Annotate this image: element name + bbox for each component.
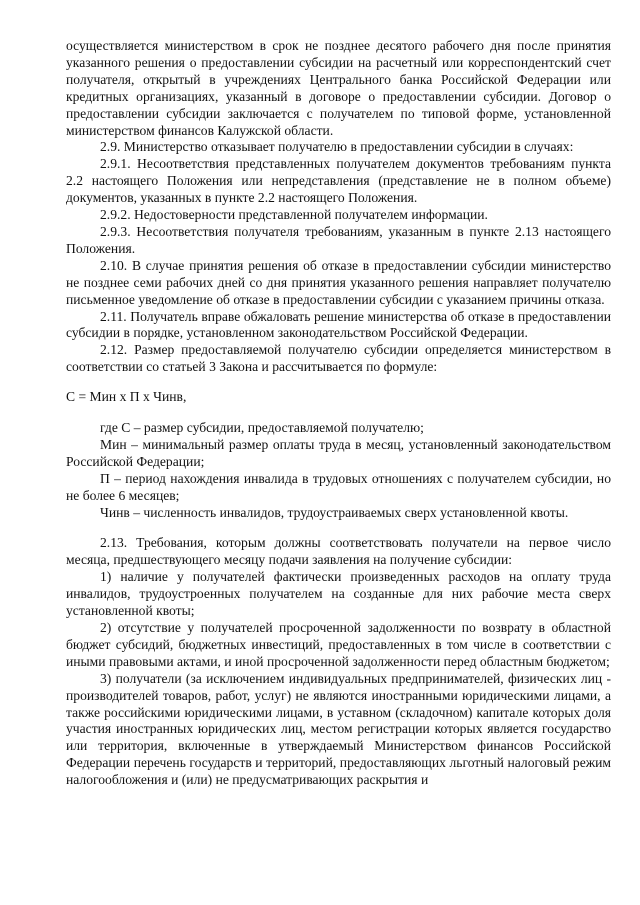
paragraph-2-9-2: 2.9.2. Недостоверности представленной получателем информации.	[100, 207, 488, 223]
formula-legend-chinv: Чинв – численность инвалидов, трудоустраиваемых сверх установленной квоты.	[100, 504, 569, 520]
requirement-2: 2) отсутствие у получателей просроченной задолженности по возврату в областной бюджет субсидий, бюджетных инвестиций, предоставленных в том числе в соответствии с иными правовыми актами, и иной просроченной задолженности перед областным бюджетом;	[66, 620, 611, 669]
subsidy-formula: С = Мин х П х Чинв,	[66, 389, 187, 405]
formula-legend-p: П – период нахождения инвалида в трудовых отношениях с получателем субсидии, но не более 6 месяцев;	[66, 470, 611, 503]
formula-legend-c: где С – размер субсидии, предоставляемой получателю;	[100, 420, 424, 436]
requirement-3: 3) получатели (за исключением индивидуальных предпринимателей, физических лиц - производителей товаров, работ, услуг) не являются иностранными юридическими лицами, а также российскими юридическими лицами, в уставном (складочном) капитале которых доля участия иностранных юридических лиц, местом регистрации которых является государство или территория, включенные в утверждаемый Министерством финансов Российской Федерации перечень государств и территорий, предоставляющих льготный налоговый режим налогообложения и (или) не предусматривающих раскрытия и	[66, 670, 611, 788]
requirement-1: 1) наличие у получателей фактически произведенных расходов на оплату труда инвалидов, трудоустроенных получателем на созданные для них рабочие места сверх установленной квоты;	[66, 569, 611, 619]
paragraph-2-10: 2.10. В случае принятия решения об отказе в предоставлении субсидии министерство не позднее семи рабочих дней со дня принятия указанного решения направляет получателю письменное уведомление об отказе в предоставлении субсидии с указанием причины отказа.	[66, 257, 611, 307]
document-page	[66, 38, 611, 789]
formula-legend-min: Мин – минимальный размер оплаты труда в месяц, установленный законодательством Российской Федерации;	[66, 436, 611, 469]
paragraph-2-9-3: 2.9.3. Несоответствия получателя требованиям, указанным в пункте 2.13 настоящего Положения.	[66, 223, 611, 256]
paragraph-2-13: 2.13. Требования, которым должны соответствовать получатели на первое число месяца, предшествующего месяцу подачи заявления на получение субсидии:	[66, 535, 611, 568]
paragraph-2-9-1: 2.9.1. Несоответствия представленных получателем документов требованиям пункта 2.2 настоящего Положения или непредставления (представление не в полном объеме) документов, указанных в пункте 2.2 настоящего Положения.	[66, 156, 611, 206]
paragraph-2-9: 2.9. Министерство отказывает получателю в предоставлении субсидии в случаях:	[100, 139, 574, 155]
paragraph-2-11: 2.11. Получатель вправе обжаловать решение министерства об отказе в предоставлении субсидии в порядке, установленном законодательством Российской Федерации.	[66, 308, 611, 341]
paragraph-2-12: 2.12. Размер предоставляемой получателю субсидии определяется министерством в соответствии со статьей 3 Закона и рассчитывается по формуле:	[66, 342, 611, 375]
paragraph-payment-terms: осуществляется министерством в срок не позднее десятого рабочего дня после принятия указанного решения о предоставлении субсидии на расчетный или корреспондентский счет получателя, открытый в учреждениях Центрального банка Российской Федерации или кредитных организациях, указанный в договоре о предоставлении субсидии. Договор о предоставлении субсидии заключается с получателем по типовой форме, установленной министерством финансов Калужской области.	[66, 38, 611, 138]
